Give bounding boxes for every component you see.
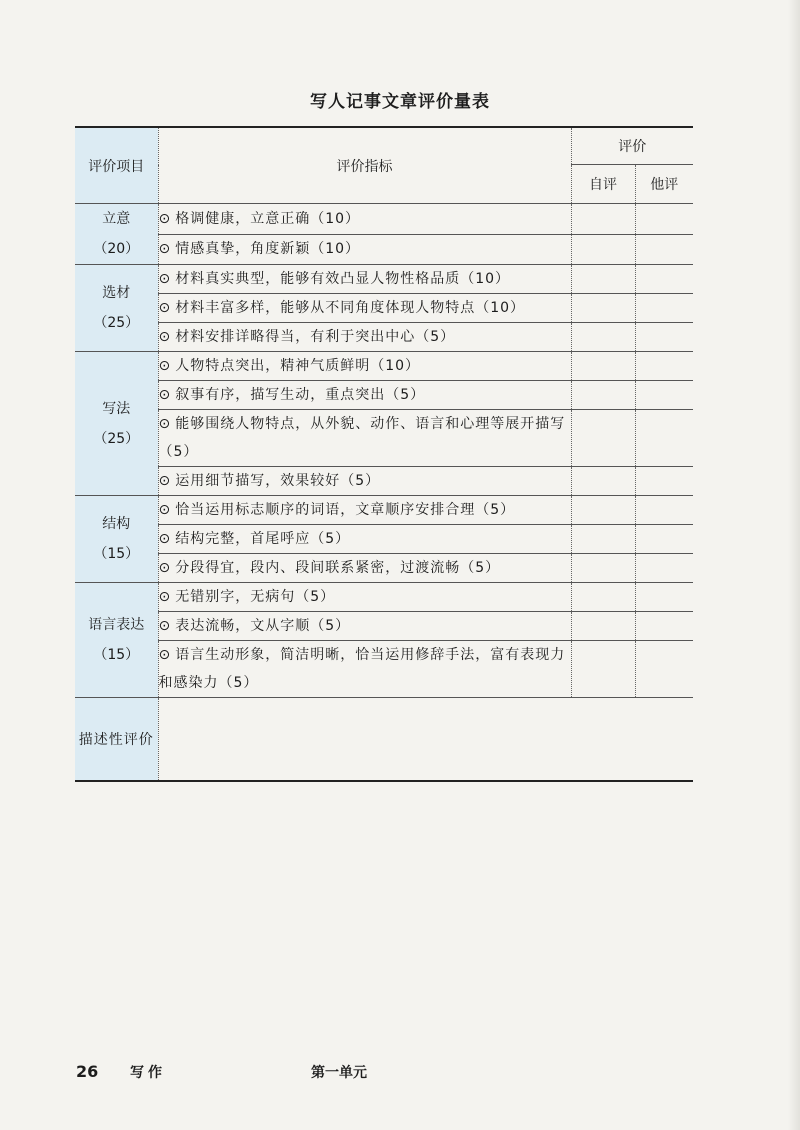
indicator-text: 材料安排详略得当，有利于突出中心（5） bbox=[175, 329, 456, 345]
peer-score-cell[interactable] bbox=[635, 352, 693, 381]
criterion-cell bbox=[75, 583, 158, 698]
peer-score-cell[interactable] bbox=[635, 410, 693, 467]
indicator-cell bbox=[158, 204, 571, 235]
table-body bbox=[75, 204, 693, 782]
criterion-name: 立意 bbox=[102, 211, 131, 227]
self-score-cell[interactable] bbox=[571, 641, 635, 698]
evaluation-table bbox=[75, 126, 693, 782]
circle-dot-icon: ⊙ bbox=[158, 210, 172, 227]
circle-dot-icon: ⊙ bbox=[158, 358, 172, 374]
circle-dot-icon: ⊙ bbox=[158, 473, 172, 489]
header-other: 他评 bbox=[635, 165, 693, 204]
table-row bbox=[75, 410, 693, 467]
peer-score-cell[interactable] bbox=[635, 583, 693, 612]
page-edge-shadow bbox=[788, 0, 800, 1130]
criterion-cell bbox=[75, 204, 158, 265]
table-row bbox=[75, 294, 693, 323]
page-title: 写人记事文章评价量表 bbox=[310, 92, 490, 112]
header-indicator: 评价指标 bbox=[158, 127, 571, 204]
table-row bbox=[75, 496, 693, 525]
criterion-cell bbox=[75, 496, 158, 583]
indicator-cell bbox=[158, 496, 571, 525]
indicator-text: 无错别字，无病句（5） bbox=[175, 589, 336, 605]
criterion-score: （20） bbox=[93, 241, 140, 257]
criterion-name: 选材 bbox=[102, 285, 131, 301]
circle-dot-icon: ⊙ bbox=[158, 647, 172, 663]
table-row bbox=[75, 323, 693, 352]
indicator-cell bbox=[158, 410, 571, 467]
criterion-cell bbox=[75, 352, 158, 496]
peer-score-cell[interactable] bbox=[635, 612, 693, 641]
indicator-cell bbox=[158, 612, 571, 641]
header-item: 评价项目 bbox=[75, 127, 158, 204]
self-score-cell[interactable] bbox=[571, 352, 635, 381]
indicator-text: 材料丰富多样，能够从不同角度体现人物特点（10） bbox=[175, 300, 526, 316]
indicator-text: 叙事有序，描写生动，重点突出（5） bbox=[175, 387, 426, 403]
descriptive-label: 描述性评价 bbox=[75, 698, 158, 782]
table-row bbox=[75, 352, 693, 381]
indicator-cell bbox=[158, 234, 571, 265]
criterion-name: 结构 bbox=[102, 516, 131, 532]
circle-dot-icon: ⊙ bbox=[158, 502, 172, 518]
indicator-text: 语言生动形象，简洁明晰，恰当运用修辞手法，富有表现力和感染力（5） bbox=[158, 647, 566, 691]
indicator-text: 能够围绕人物特点，从外貌、动作、语言和心理等展开描写（5） bbox=[158, 416, 566, 460]
self-score-cell[interactable] bbox=[571, 525, 635, 554]
circle-dot-icon: ⊙ bbox=[158, 416, 172, 432]
criterion-score: （25） bbox=[93, 430, 140, 447]
self-score-cell[interactable] bbox=[571, 381, 635, 410]
criterion-score: （15） bbox=[93, 647, 140, 663]
indicator-cell bbox=[158, 352, 571, 381]
indicator-text: 结构完整，首尾呼应（5） bbox=[175, 531, 351, 547]
circle-dot-icon: ⊙ bbox=[158, 329, 172, 345]
table-row bbox=[75, 583, 693, 612]
table-row bbox=[75, 381, 693, 410]
self-score-cell[interactable] bbox=[571, 410, 635, 467]
peer-score-cell[interactable] bbox=[635, 323, 693, 352]
circle-dot-icon: ⊙ bbox=[158, 560, 172, 576]
criterion-name: 写法 bbox=[102, 400, 131, 417]
indicator-cell bbox=[158, 265, 571, 294]
descriptive-input-area[interactable] bbox=[158, 698, 693, 782]
indicator-text: 情感真挚，角度新颖（10） bbox=[175, 241, 361, 258]
indicator-text: 分段得宜，段内、段间联系紧密，过渡流畅（5） bbox=[175, 560, 501, 576]
unit-name: 第一单元 bbox=[311, 1065, 367, 1081]
table-row bbox=[75, 554, 693, 583]
indicator-cell bbox=[158, 641, 571, 698]
table-row bbox=[75, 265, 693, 294]
indicator-cell bbox=[158, 467, 571, 496]
criterion-name: 语言表达 bbox=[88, 617, 145, 633]
peer-score-cell[interactable] bbox=[635, 467, 693, 496]
indicator-text: 表达流畅，文从字顺（5） bbox=[175, 618, 351, 634]
self-score-cell[interactable] bbox=[571, 234, 635, 265]
indicator-text: 格调健康，立意正确（10） bbox=[175, 210, 361, 227]
self-score-cell[interactable] bbox=[571, 496, 635, 525]
header-evaluation: 评价 bbox=[571, 127, 693, 165]
peer-score-cell[interactable] bbox=[635, 496, 693, 525]
peer-score-cell[interactable] bbox=[635, 525, 693, 554]
peer-score-cell[interactable] bbox=[635, 234, 693, 265]
circle-dot-icon: ⊙ bbox=[158, 387, 172, 403]
indicator-text: 人物特点突出，精神气质鲜明（10） bbox=[175, 358, 421, 374]
self-score-cell[interactable] bbox=[571, 323, 635, 352]
table-row bbox=[75, 612, 693, 641]
indicator-text: 恰当运用标志顺序的词语，文章顺序安排合理（5） bbox=[175, 502, 516, 518]
self-score-cell[interactable] bbox=[571, 204, 635, 235]
header-self: 自评 bbox=[571, 165, 635, 204]
peer-score-cell[interactable] bbox=[635, 294, 693, 323]
indicator-cell bbox=[158, 381, 571, 410]
criterion-score: （25） bbox=[93, 315, 140, 331]
self-score-cell[interactable] bbox=[571, 294, 635, 323]
circle-dot-icon: ⊙ bbox=[158, 241, 172, 258]
table-row bbox=[75, 234, 693, 265]
indicator-cell bbox=[158, 525, 571, 554]
peer-score-cell[interactable] bbox=[635, 204, 693, 235]
self-score-cell[interactable] bbox=[571, 265, 635, 294]
circle-dot-icon: ⊙ bbox=[158, 271, 172, 287]
criterion-score: （15） bbox=[93, 546, 140, 562]
circle-dot-icon: ⊙ bbox=[158, 300, 172, 316]
indicator-cell bbox=[158, 323, 571, 352]
circle-dot-icon: ⊙ bbox=[158, 618, 172, 634]
indicator-text: 材料真实典型，能够有效凸显人物性格品质（10） bbox=[175, 271, 511, 287]
circle-dot-icon: ⊙ bbox=[158, 589, 172, 605]
indicator-cell bbox=[158, 583, 571, 612]
self-score-cell[interactable] bbox=[571, 612, 635, 641]
self-score-cell[interactable] bbox=[571, 467, 635, 496]
table-row bbox=[75, 525, 693, 554]
indicator-text: 运用细节描写，效果较好（5） bbox=[175, 473, 381, 489]
indicator-cell bbox=[158, 554, 571, 583]
table-row bbox=[75, 204, 693, 235]
indicator-cell bbox=[158, 294, 571, 323]
circle-dot-icon: ⊙ bbox=[158, 531, 172, 547]
peer-score-cell[interactable] bbox=[635, 554, 693, 583]
descriptive-row bbox=[75, 698, 693, 782]
criterion-cell bbox=[75, 265, 158, 352]
table-row bbox=[75, 467, 693, 496]
peer-score-cell[interactable] bbox=[635, 381, 693, 410]
section-name: 写作 bbox=[130, 1065, 166, 1081]
peer-score-cell[interactable] bbox=[635, 265, 693, 294]
peer-score-cell[interactable] bbox=[635, 641, 693, 698]
self-score-cell[interactable] bbox=[571, 583, 635, 612]
self-score-cell[interactable] bbox=[571, 554, 635, 583]
page-number: 26 bbox=[76, 1062, 99, 1081]
table-row bbox=[75, 641, 693, 698]
